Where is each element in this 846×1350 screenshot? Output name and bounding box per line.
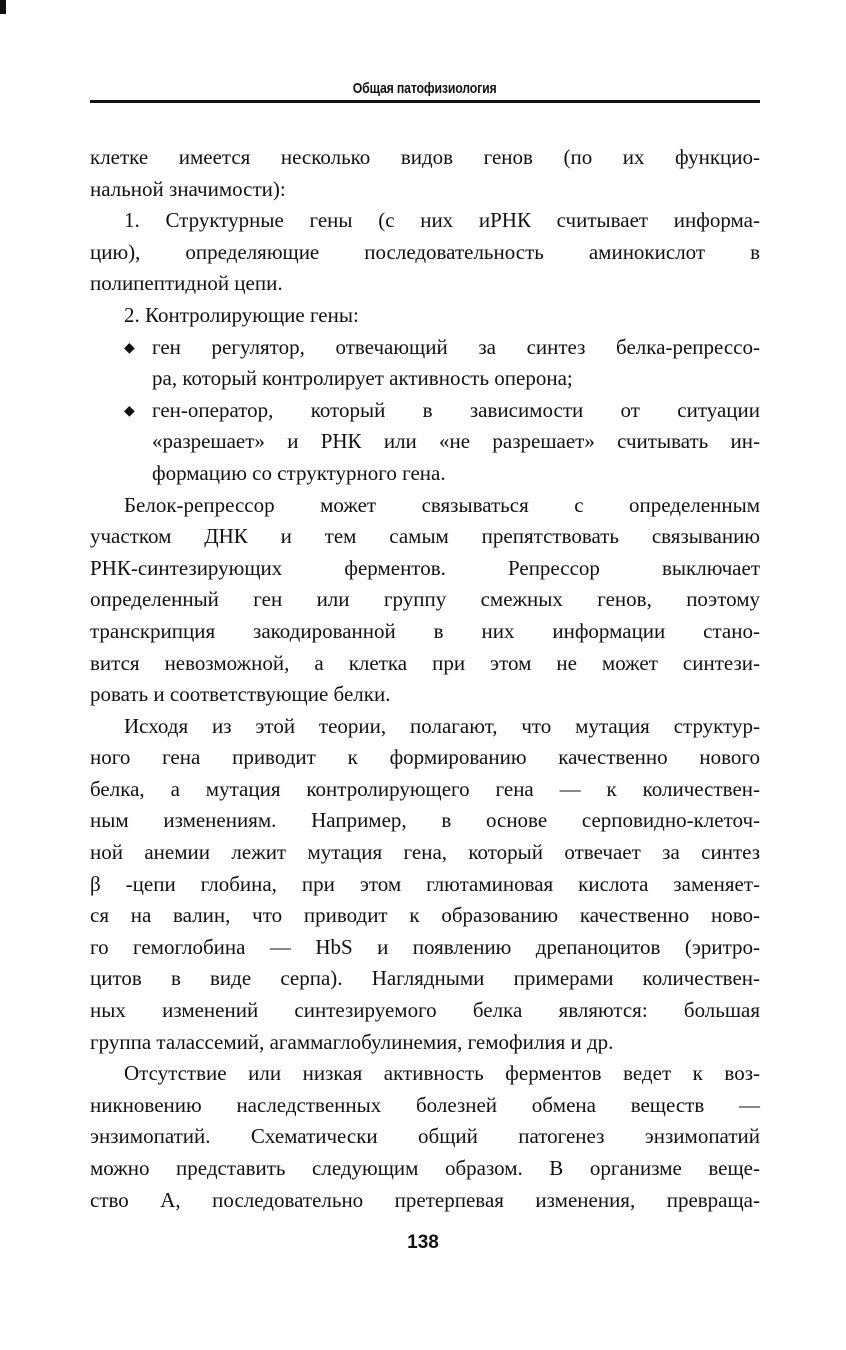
text-line: энзимопатий. Схематически общий патогенез энзимопатий bbox=[90, 1124, 760, 1149]
bullet-diamond-icon: ◆ bbox=[124, 340, 135, 356]
text-line: транскрипция закодированной в них информации стано- bbox=[90, 618, 760, 643]
text-line: цию), определяющие последовательность аминокислот в bbox=[90, 239, 760, 264]
bullet-item-line bbox=[90, 332, 760, 364]
text-line: клетке имеется несколько видов генов (по их функцио- bbox=[90, 145, 760, 169]
text-line: 1. Структурные гены (с них иРНК считывает информа- bbox=[124, 208, 760, 233]
body-text bbox=[90, 142, 760, 1216]
text-line: ных изменений синтезируемого белка являются: большая bbox=[90, 998, 760, 1023]
text-line: можно представить следующим образом. В организме веще- bbox=[90, 1156, 760, 1180]
text-line: РНК-синтезирующих ферментов. Репрессор выключает bbox=[90, 555, 760, 580]
text-line: определенный ген или группу смежных генов, поэтому bbox=[90, 587, 760, 612]
text-line: го гемоглобина — HbS и появлению дрепаноцитов (эритро- bbox=[90, 934, 760, 959]
running-header bbox=[90, 78, 760, 103]
bullet-text: ген-оператор, который в зависимости от ситуации bbox=[152, 397, 760, 422]
text-line: нальной значимости): bbox=[90, 176, 286, 201]
text-line: ся на валин, что приводит к образованию качественно ново- bbox=[90, 903, 760, 928]
page-number: 138 bbox=[407, 1232, 439, 1253]
bullet-diamond-icon: ◆ bbox=[124, 403, 135, 419]
text-line: вится невозможной, а клетка при этом не может синтези- bbox=[90, 650, 760, 675]
text-line: белка, а мутация контролирующего гена — к количествен- bbox=[90, 776, 760, 801]
text-line: «разрешает» и РНК или «не разрешает» считывать ин- bbox=[152, 429, 760, 454]
text-line: ра, который контролирует активность оперона; bbox=[152, 366, 573, 391]
text-line: 2. Контролирующие гены: bbox=[124, 302, 359, 327]
text-line: ного гена приводит к формированию качественно нового bbox=[90, 745, 760, 770]
running-header-title: Общая патофизиология bbox=[353, 80, 497, 97]
text-line: ровать и соответствующие белки. bbox=[90, 682, 391, 707]
text-line: Белок-репрессор может связываться с определенным bbox=[124, 492, 760, 517]
text-line: Отсутствие или низкая активность ферментов ведет к воз- bbox=[124, 1061, 760, 1086]
text-line: формацию со структурного гена. bbox=[152, 460, 446, 485]
text-line: полипептидной цепи. bbox=[90, 271, 283, 296]
text-line: цитов в виде серпа). Наглядными примерами количествен- bbox=[90, 966, 760, 991]
text-line: участком ДНК и тем самым препятствовать связыванию bbox=[90, 524, 760, 549]
bullet-item-line bbox=[90, 395, 760, 427]
text-line: никновению наследственных болезней обмена веществ — bbox=[90, 1092, 760, 1117]
text-line: ство А, последовательно претерпевая изменения, превраща- bbox=[90, 1187, 760, 1212]
text-line: группа талассемий, агаммаглобулинемия, гемофилия и др. bbox=[90, 1029, 614, 1054]
bullet-text: ген регулятор, отвечающий за синтез белка-репрессо- bbox=[152, 334, 760, 359]
text-line: ной анемии лежит мутация гена, который отвечает за синтез bbox=[90, 840, 760, 865]
text-line: β -цепи глобина, при этом глютаминовая кислота заменяет- bbox=[90, 871, 760, 896]
scan-corner-mark bbox=[0, 0, 6, 14]
text-line: ным изменениям. Например, в основе серповидно-клеточ- bbox=[90, 808, 760, 833]
text-line: Исходя из этой теории, полагают, что мутация структур- bbox=[124, 713, 760, 738]
